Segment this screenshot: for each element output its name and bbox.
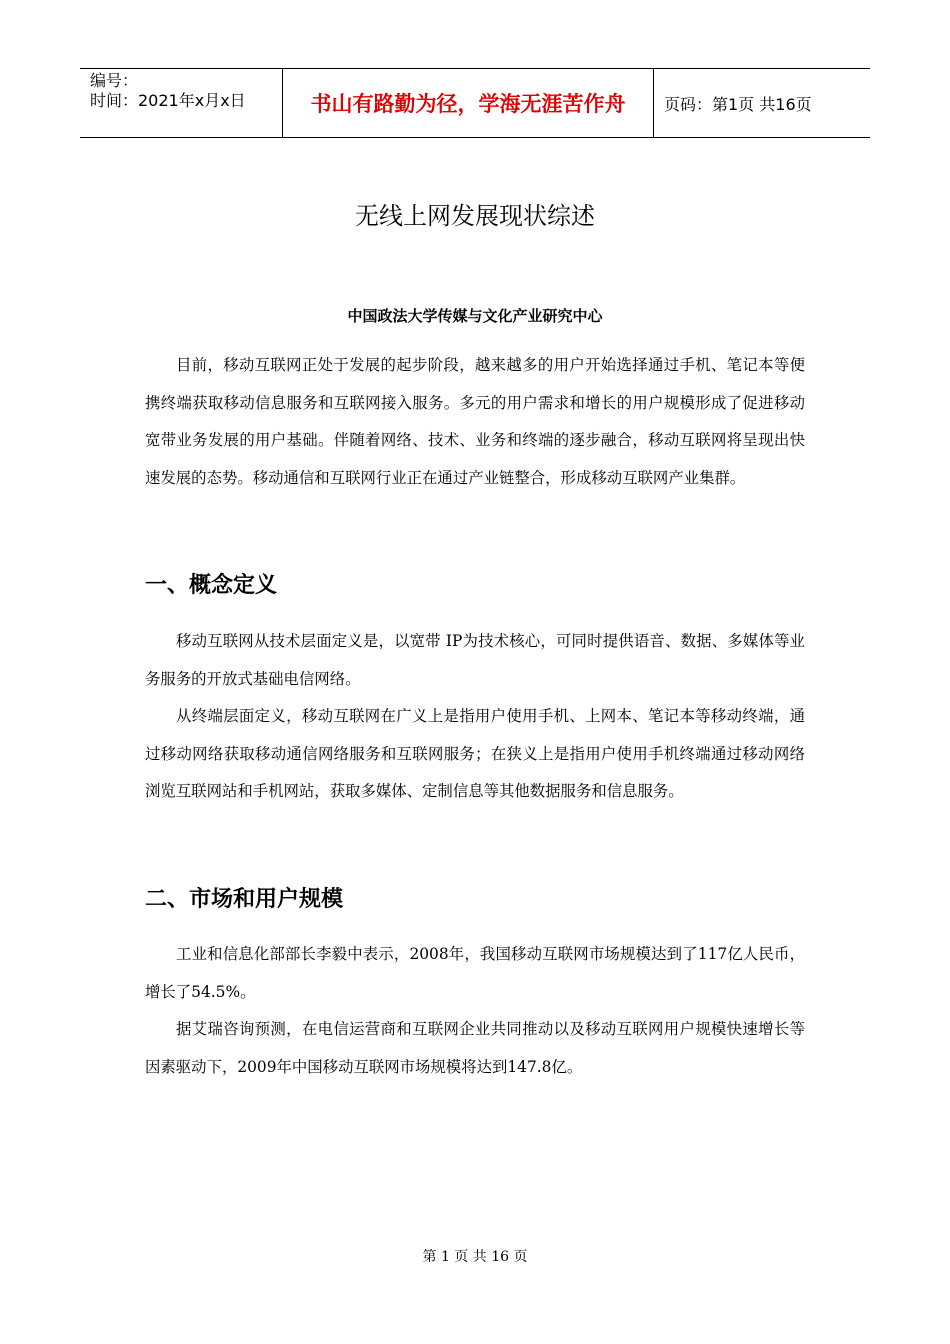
- header-left-cell: [80, 69, 282, 137]
- header-motto: 书山有路勤为径，学海无涯苦作舟: [282, 69, 654, 137]
- document-title: 无线上网发展现状综述: [355, 202, 595, 230]
- time-label: 时间：2021年x月x日: [90, 91, 246, 110]
- section1-paragraph-2: 从终端层面定义，移动互联网在广义上是指用户使用手机、上网本、笔记本等移动终端，通过移动网络获取移动通信网络服务和互联网服务；在狭义上是指用户使用手机终端通过移动网络浏览互联网站和手机网站，获取多媒体、定制信息等其他数据服务和信息服务。: [145, 707, 805, 800]
- document-header: [80, 68, 870, 138]
- number-label: 编号：: [90, 71, 139, 90]
- section1-heading: 一、概念定义: [145, 573, 278, 598]
- section2-heading: 二、市场和用户规模: [145, 887, 344, 912]
- section2-paragraph-2: 据艾瑞咨询预测，在电信运营商和互联网企业共同推动以及移动互联网用户规模快速增长等因素驱动下，2009年中国移动互联网市场规模将达到147.8亿。: [145, 1020, 805, 1076]
- page-footer: 第 1 页 共 16 页: [422, 1249, 528, 1265]
- header-page-info: 页码：第1页 共16页: [664, 94, 812, 114]
- intro-paragraph: 目前，移动互联网正处于发展的起步阶段，越来越多的用户开始选择通过手机、笔记本等便携终端获取移动信息服务和互联网接入服务。多元的用户需求和增长的用户规模形成了促进移动宽带业务发展的用户基础。伴随着网络、技术、业务和终端的逐步融合，移动互联网将呈现出快速发展的态势。移动通信和互联网行业正在通过产业链整合，形成移动互联网产业集群。: [145, 356, 805, 487]
- organization-name: 中国政法大学传媒与文化产业研究中心: [347, 307, 603, 325]
- section1-paragraph-1: 移动互联网从技术层面定义是，以宽带 IP为技术核心，可同时提供语音、数据、多媒体等业务服务的开放式基础电信网络。: [145, 632, 805, 688]
- section2-paragraph-1: 工业和信息化部部长李毅中表示，2008年，我国移动互联网市场规模达到了117亿人民币，增长了54.5%。: [145, 945, 805, 1001]
